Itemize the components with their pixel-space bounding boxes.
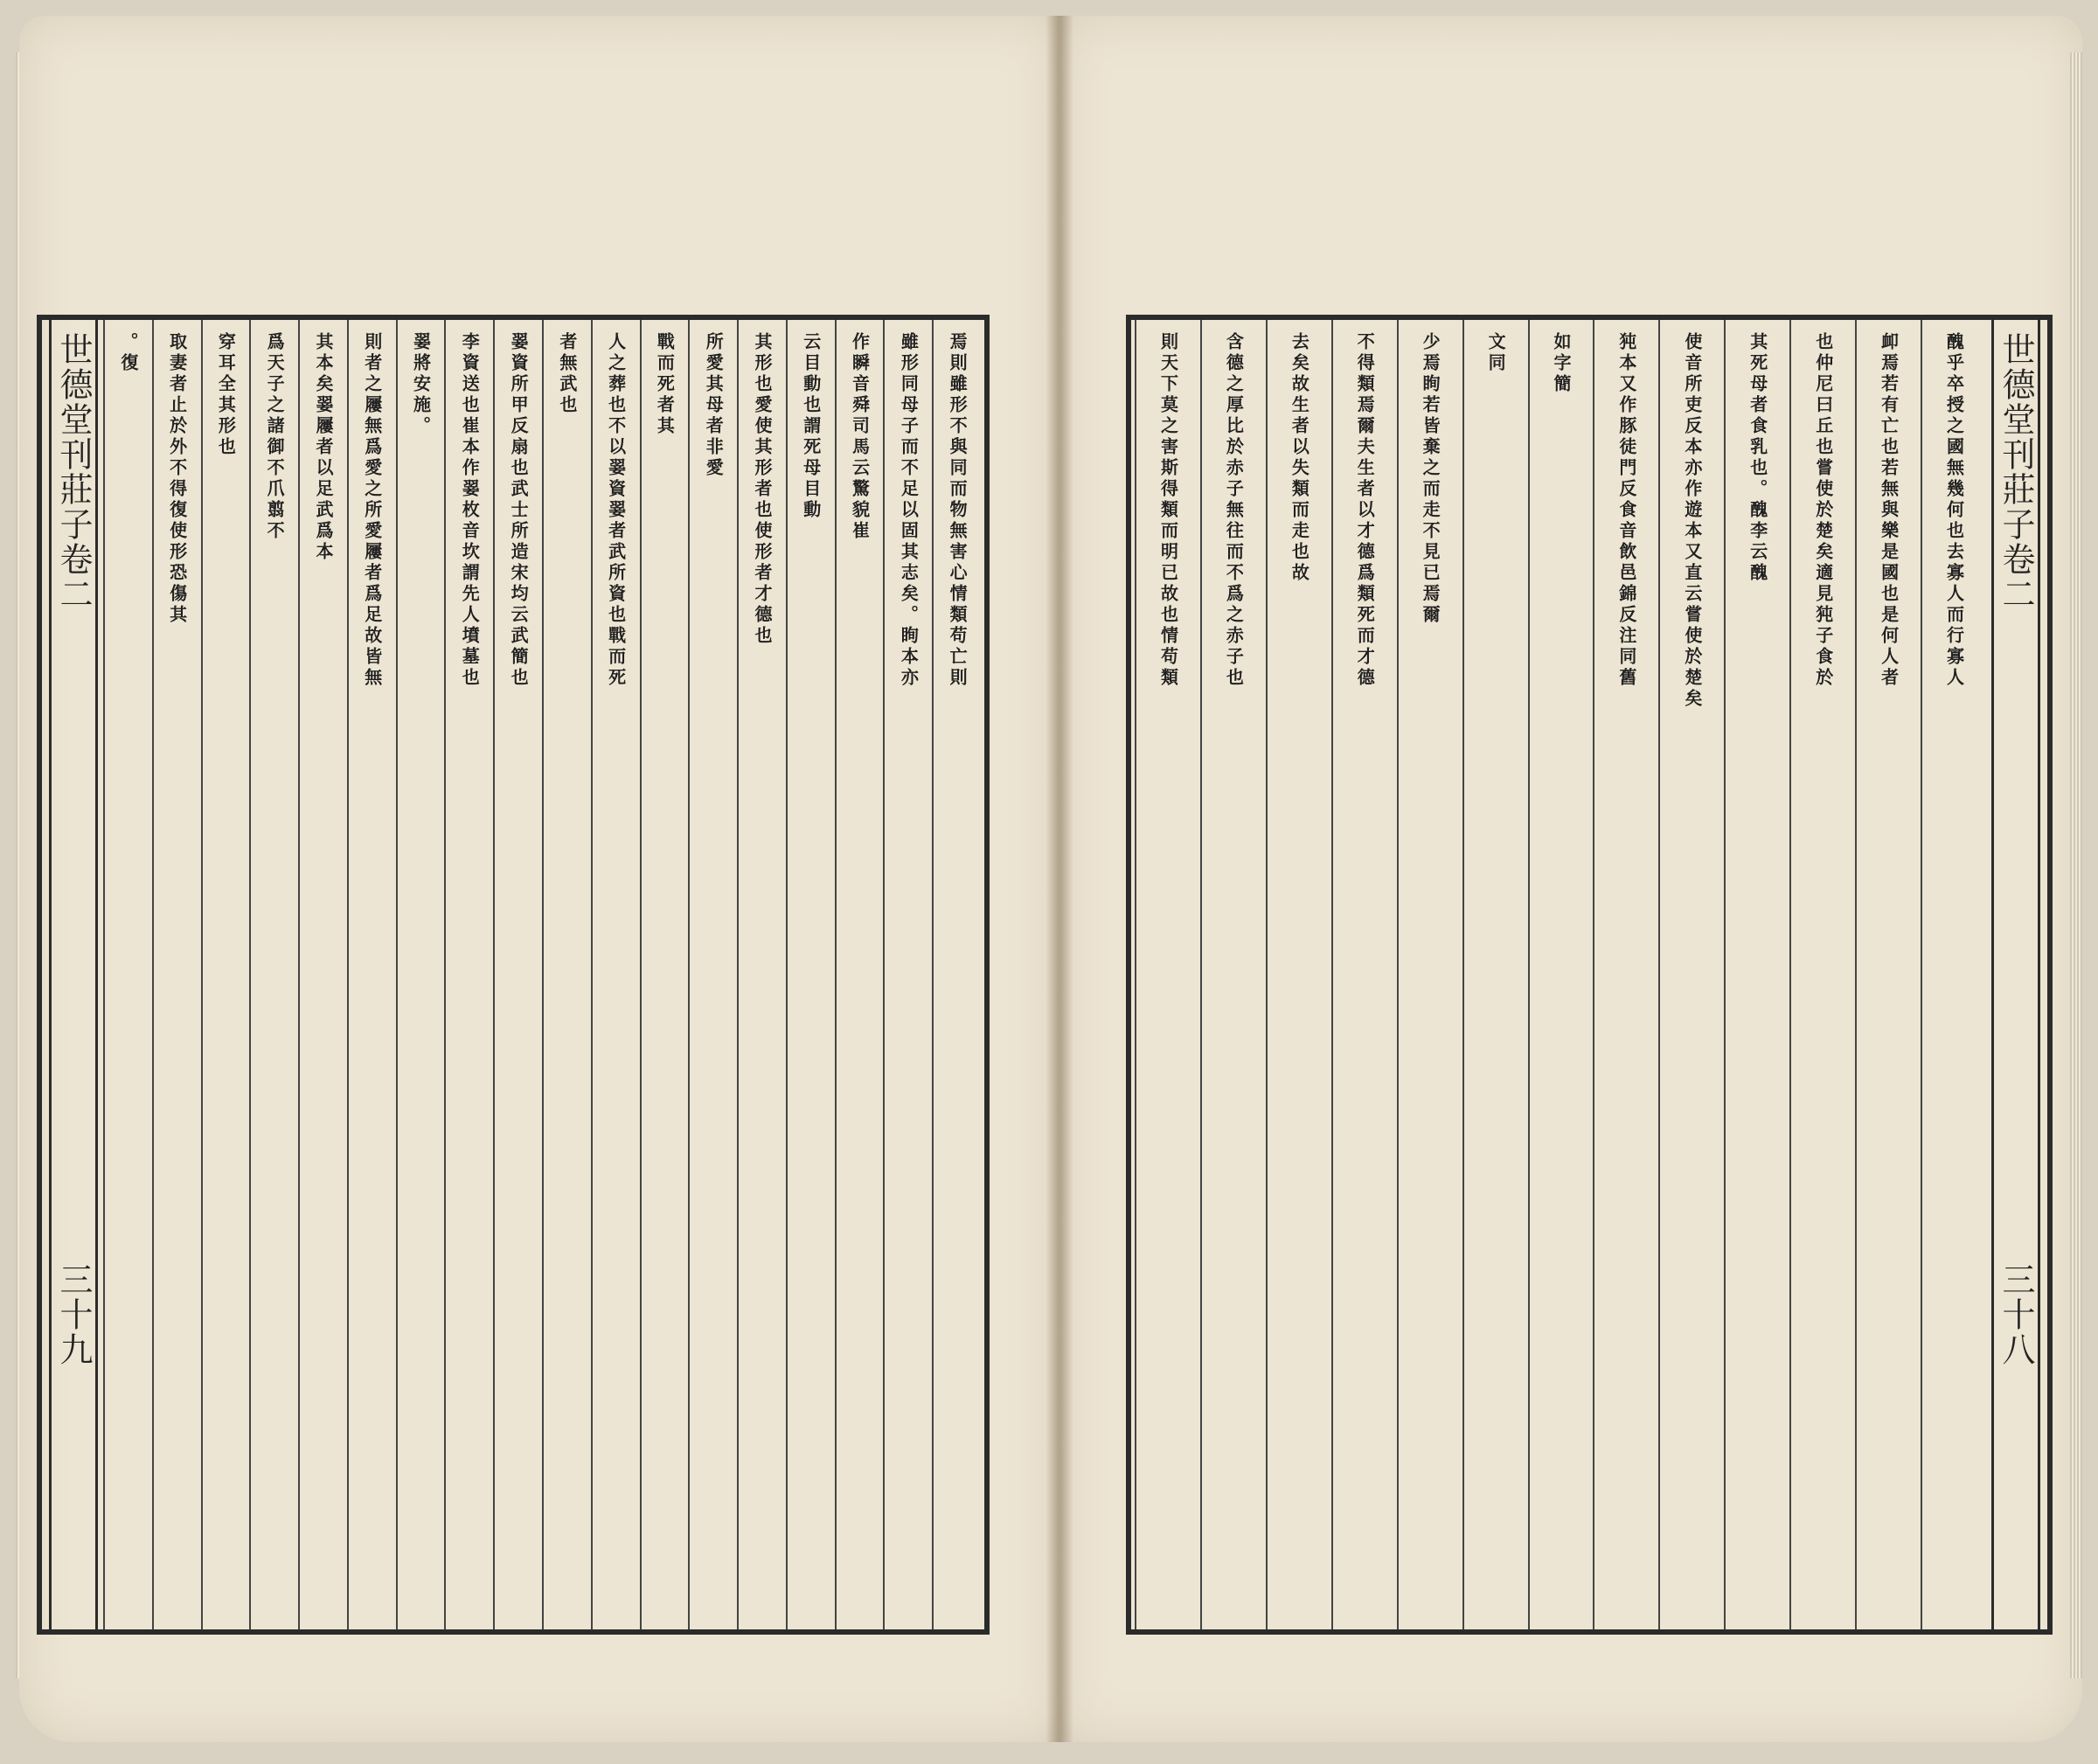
right-center-band — [1991, 320, 2040, 1629]
column-text: 人之葬也不以翣資翣者武所資也戰而死 — [605, 332, 627, 689]
column-text: 其本矣翣屨者以足武爲本 — [312, 332, 334, 563]
band-folio: 三十九 — [54, 1262, 93, 1367]
column-text: 如字簡 — [1551, 332, 1572, 395]
text-column — [737, 320, 786, 1629]
text-column — [249, 320, 298, 1629]
column-text: 云目動也謂死母目動 — [800, 332, 822, 521]
text-column — [152, 320, 201, 1629]
text-column — [103, 320, 152, 1629]
text-column — [201, 320, 250, 1629]
column-text: 其形也愛使其形者也使形者才德也 — [751, 332, 773, 647]
text-column — [1855, 320, 1921, 1629]
column-text: 醜乎卒授之國無幾何也去寡人而行寡人 — [1943, 332, 1965, 689]
text-column — [1331, 320, 1397, 1629]
text-column — [786, 320, 835, 1629]
text-column — [835, 320, 884, 1629]
text-column — [883, 320, 932, 1629]
column-text: 者無武也 — [556, 332, 578, 416]
text-column — [347, 320, 396, 1629]
band-folio: 三十八 — [1997, 1262, 2035, 1367]
text-column — [591, 320, 640, 1629]
left-text-frame — [37, 315, 990, 1635]
text-column — [1397, 320, 1462, 1629]
text-column — [688, 320, 737, 1629]
text-column — [1266, 320, 1331, 1629]
column-text: 翣將安施。 — [410, 332, 432, 437]
text-column — [1135, 320, 1200, 1629]
column-text: 也仲尼曰丘也嘗使於楚矣適見㹠子食於 — [1812, 332, 1834, 689]
column-text: 卹焉若有亡也若無與樂是國也是何人者 — [1878, 332, 1900, 689]
column-text: 含德之厚比於赤子無往而不爲之赤子也 — [1223, 332, 1245, 689]
column-text: 去矣故生者以失類而走也故 — [1289, 332, 1310, 584]
text-column — [1789, 320, 1855, 1629]
column-text: 爲天子之諸御不爪翦不 — [264, 332, 286, 542]
text-column — [444, 320, 493, 1629]
column-text: 所愛其母者非愛 — [703, 332, 725, 479]
left-text-columns — [103, 320, 981, 1629]
text-column — [396, 320, 445, 1629]
column-text: 則者之屨無爲愛之所愛屨者爲足故皆無 — [361, 332, 383, 689]
band-title: 世德堂刊 — [54, 332, 93, 472]
column-text: 㹠本又作豚徒門反食音飲邑錦反注同舊 — [1615, 332, 1637, 689]
band-chapter: 莊子卷二 — [54, 472, 93, 612]
column-text: 使音所吏反本亦作遊本又直云嘗使於楚矣 — [1681, 332, 1703, 710]
text-column — [1200, 320, 1266, 1629]
column-text: 則天下莫之害斯得類而明已故也情苟類 — [1157, 332, 1179, 689]
text-column — [932, 320, 981, 1629]
column-text: 其死母者食乳也。醜李云醜 — [1747, 332, 1768, 584]
band-title: 世德堂刊 — [1997, 332, 2035, 472]
right-text-columns — [1135, 320, 1986, 1629]
text-column — [542, 320, 591, 1629]
text-column — [1921, 320, 1986, 1629]
binding-gutter — [1046, 16, 1073, 1742]
page-stack-edge-right — [2070, 52, 2082, 1678]
left-center-band — [49, 320, 98, 1629]
text-column — [1724, 320, 1789, 1629]
text-column — [298, 320, 347, 1629]
column-text: 不得類焉爾夫生者以才德爲類死而才德 — [1354, 332, 1376, 689]
column-text: 。復 — [117, 332, 139, 374]
text-column — [493, 320, 542, 1629]
column-text: 李資送也崔本作翣枚音坎謂先人墳墓也 — [459, 332, 481, 689]
text-column — [1528, 320, 1594, 1629]
column-text: 雖形同母子而不足以固其志矣。眴本亦 — [898, 332, 920, 689]
column-text: 文同 — [1485, 332, 1507, 374]
column-text: 焉則雖形不與同而物無害心情類苟亡則 — [947, 332, 969, 689]
text-column — [1462, 320, 1528, 1629]
text-column — [1593, 320, 1658, 1629]
column-text: 戰而死者其 — [654, 332, 676, 437]
column-text: 作瞬音舜司馬云驚貌崔 — [849, 332, 871, 542]
column-text: 取妻者止於外不得復使形恐傷其 — [166, 332, 188, 626]
text-column — [640, 320, 689, 1629]
column-text: 穿耳全其形也 — [215, 332, 237, 458]
column-text: 翣資所甲反扇也武士所造宋均云武簡也 — [508, 332, 530, 689]
band-chapter: 莊子卷二 — [1997, 472, 2035, 612]
right-text-frame — [1126, 315, 2053, 1635]
text-column — [1658, 320, 1724, 1629]
column-text: 少焉眴若皆棄之而走不見已焉爾 — [1420, 332, 1442, 626]
